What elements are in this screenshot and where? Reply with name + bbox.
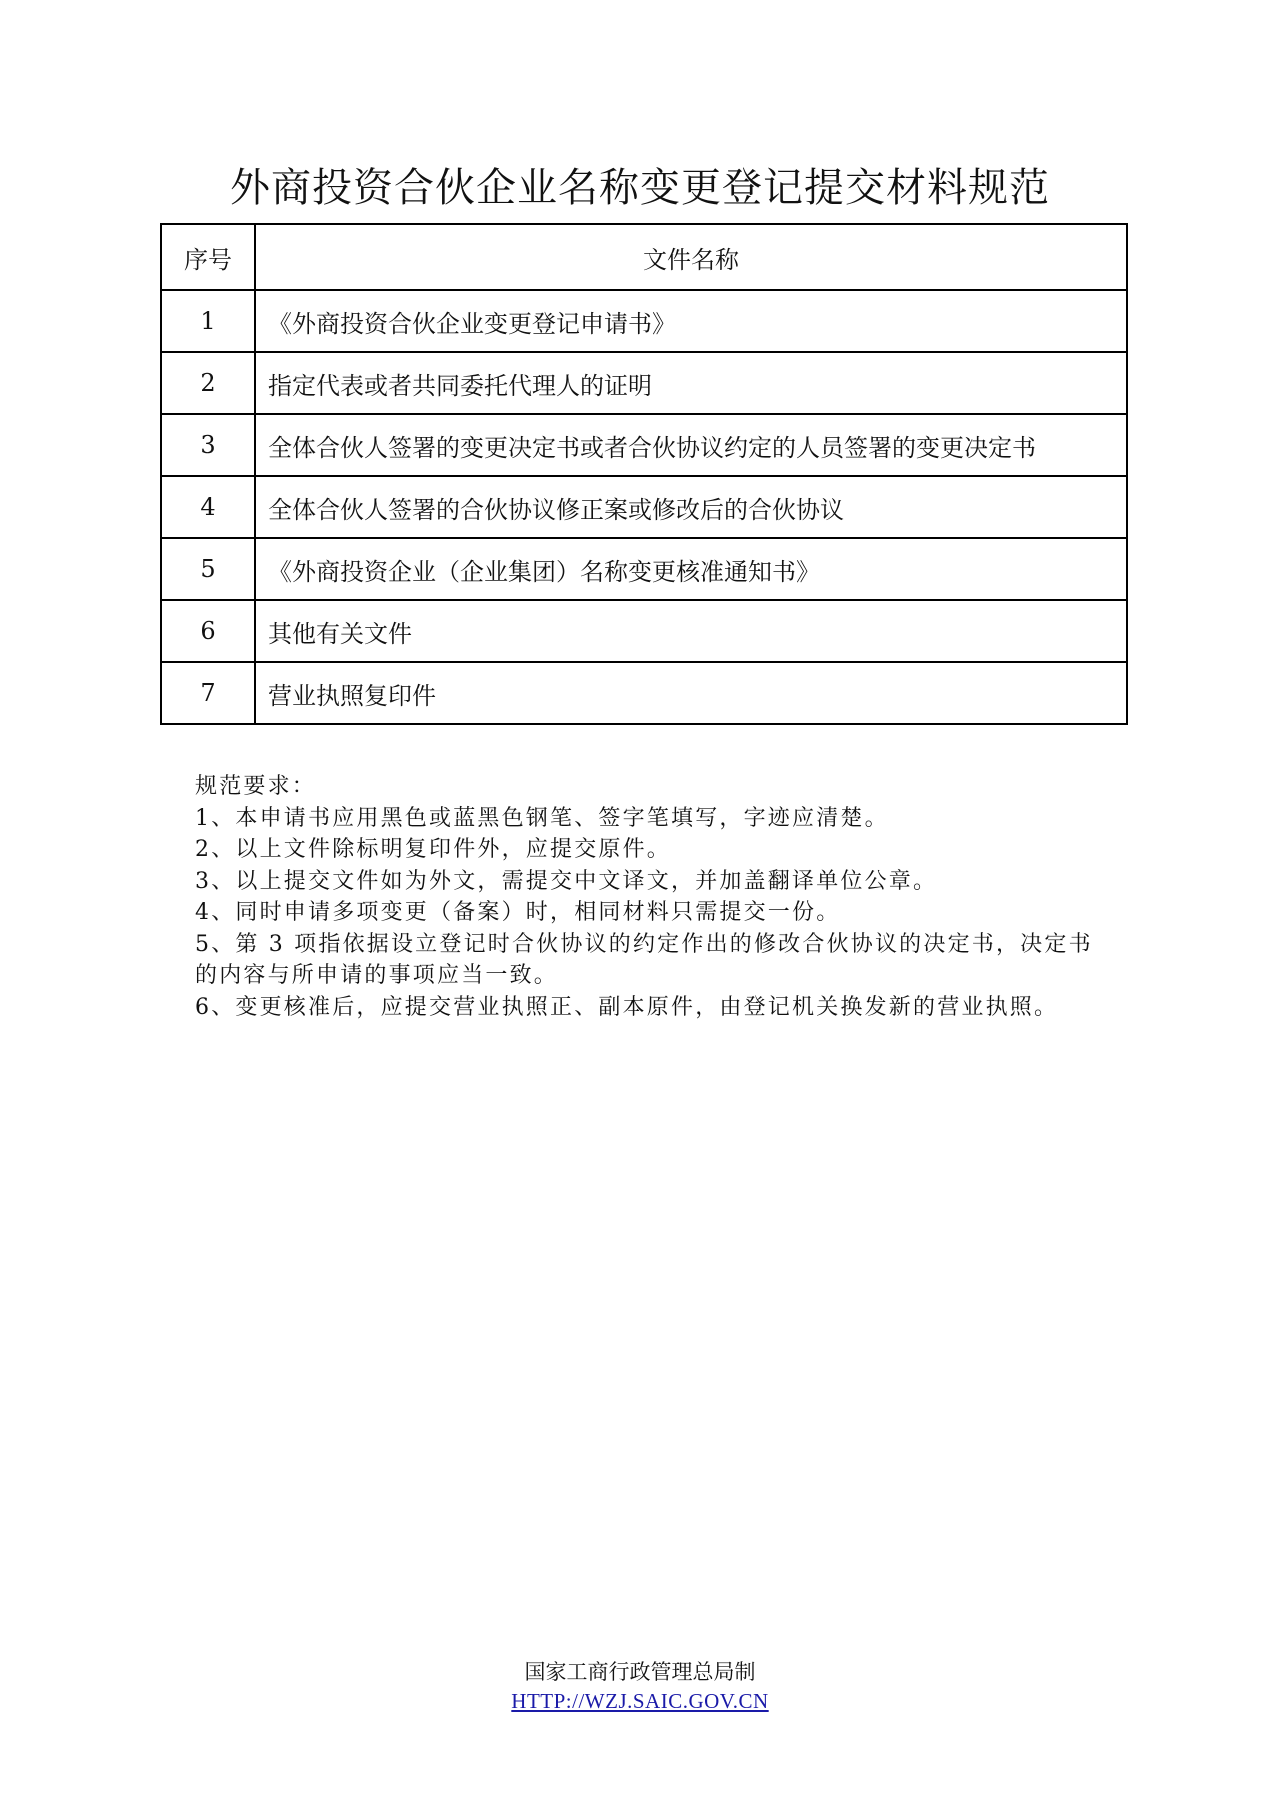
table-row	[161, 538, 1127, 600]
table-row	[161, 352, 1127, 414]
row-document-name: 营业执照复印件	[255, 662, 1127, 724]
requirement-item: 6、变更核准后，应提交营业执照正、副本原件，由登记机关换发新的营业执照。	[195, 994, 1059, 1020]
row-document-name: 全体合伙人签署的合伙协议修正案或修改后的合伙协议	[255, 476, 1127, 538]
row-number: 5	[161, 538, 255, 600]
row-document-name: 全体合伙人签署的变更决定书或者合伙协议约定的人员签署的变更决定书	[255, 414, 1127, 476]
row-number: 7	[161, 662, 255, 724]
requirement-item: 1、本申请书应用黑色或蓝黑色钢笔、签字笔填写，字迹应清楚。	[195, 805, 889, 831]
page-title: 外商投资合伙企业名称变更登记提交材料规范	[230, 165, 1050, 211]
requirement-item: 2、以上文件除标明复印件外，应提交原件。	[195, 837, 671, 862]
row-number: 4	[161, 476, 255, 538]
requirements-heading: 规范要求：	[195, 774, 317, 799]
row-document-name: 《外商投资企业（企业集团）名称变更核准通知书》	[255, 538, 1127, 600]
table-row	[161, 476, 1127, 538]
footer-issuer: 国家工商行政管理总局制	[524, 1660, 756, 1684]
requirement-item: 4、同时申请多项变更（备案）时，相同材料只需提交一份。	[195, 900, 841, 925]
footer	[0, 1658, 1280, 1716]
row-number: 2	[161, 352, 255, 414]
table-row	[161, 600, 1127, 662]
table-row	[161, 414, 1127, 476]
requirement-item: 5、第 3 项指依据设立登记时合伙协议的约定作出的修改合伙协议的决定书，决定书的内容与所申请的事项应当一致。	[195, 931, 1093, 988]
materials-table	[160, 223, 1128, 725]
row-number: 3	[161, 414, 255, 476]
column-header-name: 文件名称	[255, 224, 1127, 290]
table-header-row	[161, 224, 1127, 290]
table-row	[161, 290, 1127, 352]
requirements-section	[195, 771, 1100, 1023]
row-document-name: 指定代表或者共同委托代理人的证明	[255, 352, 1127, 414]
table-row	[161, 662, 1127, 724]
row-document-name: 《外商投资合伙企业变更登记申请书》	[255, 290, 1127, 352]
table-body	[161, 290, 1127, 724]
footer-website-link[interactable]: HTTP://WZJ.SAIC.GOV.CN	[511, 1689, 769, 1713]
row-document-name: 其他有关文件	[255, 600, 1127, 662]
table-header	[161, 224, 1127, 290]
row-number: 6	[161, 600, 255, 662]
requirement-item: 3、以上提交文件如为外文，需提交中文译文，并加盖翻译单位公章。	[195, 868, 938, 894]
row-number: 1	[161, 290, 255, 352]
column-header-number: 序号	[161, 224, 255, 290]
